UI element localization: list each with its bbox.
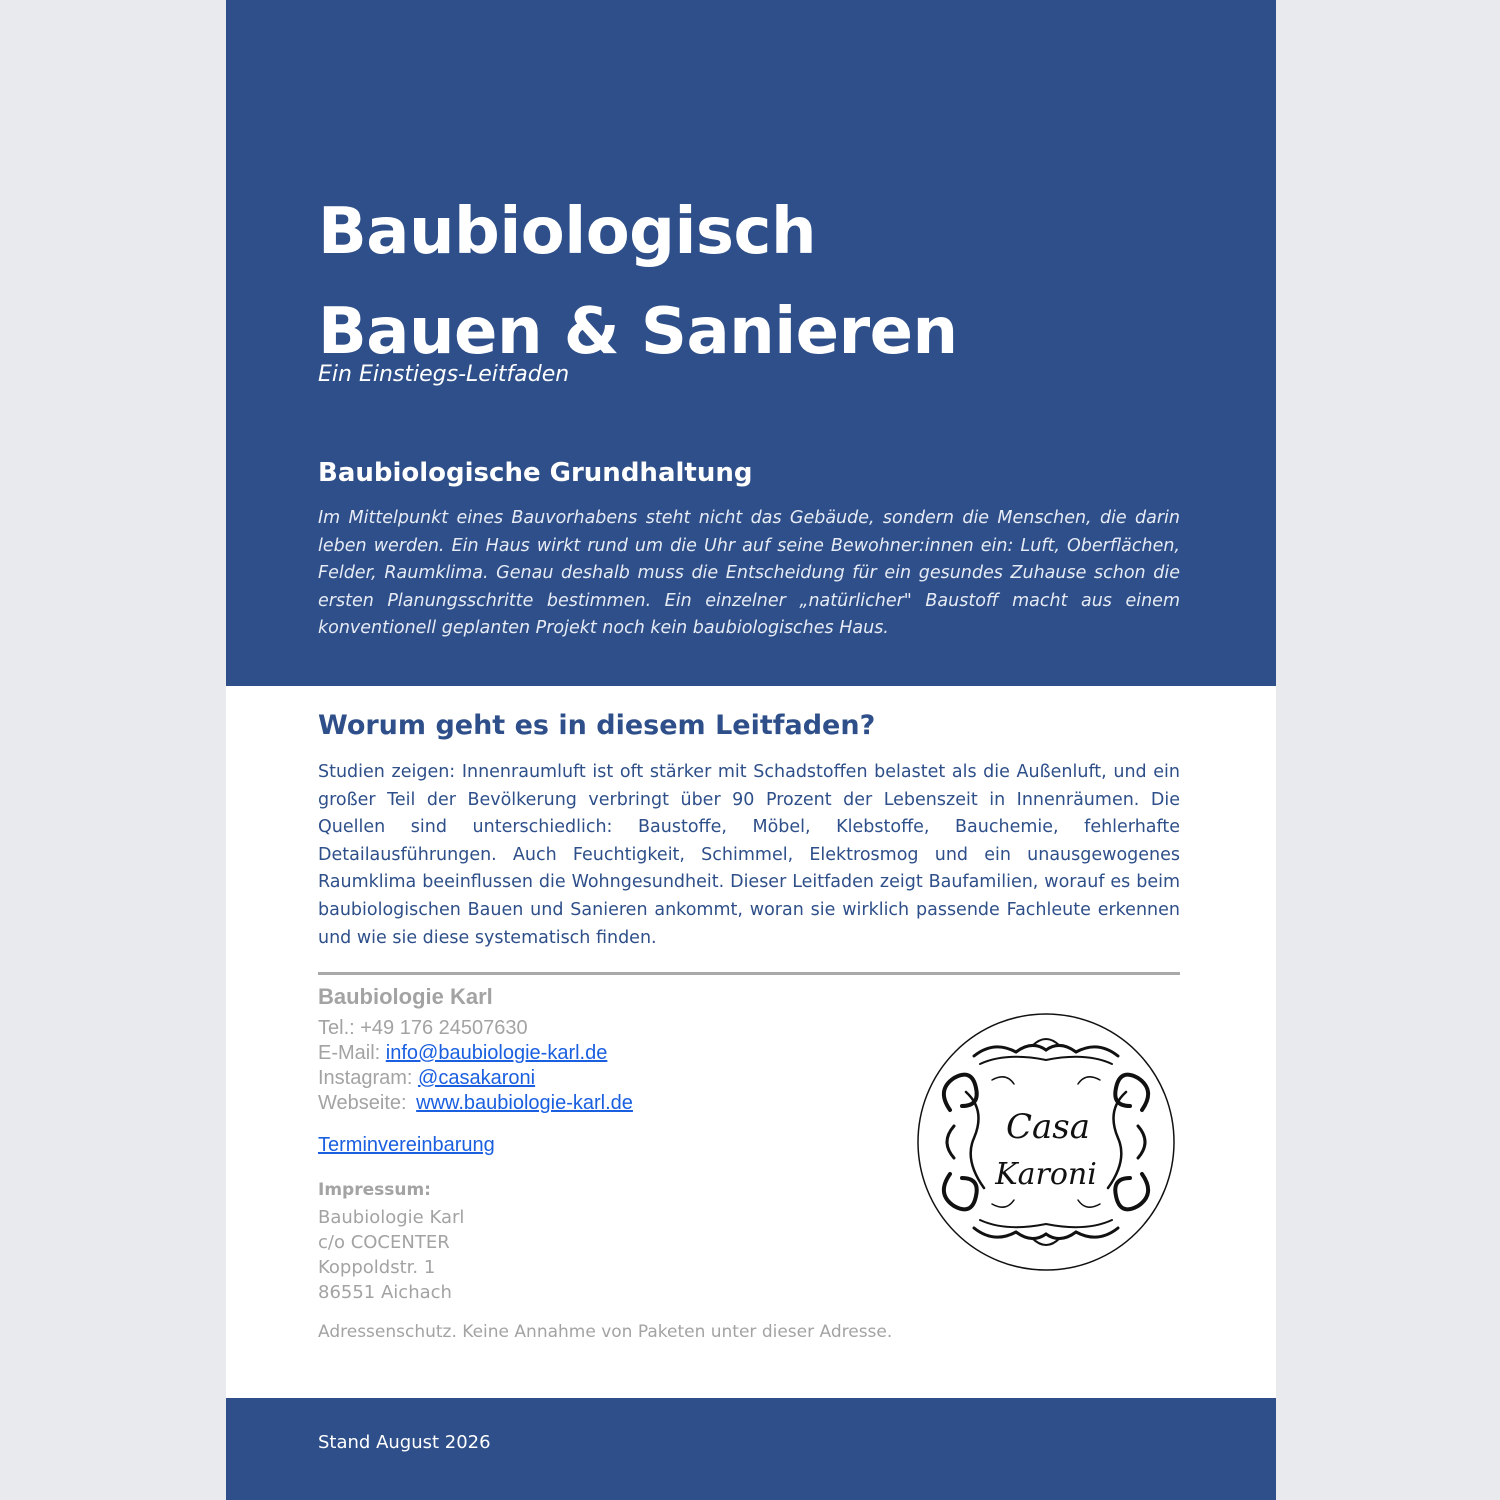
footer-bar xyxy=(226,1398,1276,1500)
logo-text-casa: Casa xyxy=(1005,1107,1091,1147)
address-protection-note: Adressenschutz. Keine Annahme von Paketen unter dieser Adresse. xyxy=(318,1322,893,1342)
contact-email-row xyxy=(318,1042,607,1065)
imprint-line-3: Koppoldstr. 1 xyxy=(318,1257,436,1278)
contact-company-name: Baubiologie Karl xyxy=(318,984,493,1009)
imprint-label: Impressum: xyxy=(318,1180,431,1200)
main-heading: Worum geht es in diesem Leitfaden? xyxy=(318,710,876,741)
website-label: Webseite: xyxy=(318,1092,407,1114)
phone-label: Tel.: xyxy=(318,1017,355,1039)
instagram-label: Instagram: xyxy=(318,1067,413,1089)
main-paragraph: Studien zeigen: Innenraumluft ist oft stärker mit Schadstoffen belastet als die Außenluft, und ein großer Teil der Bevölkerung verbringt über 90 Prozent der Lebenszeit in Innenräumen. Die Quellen sind unterschiedlich: Baustoffe, Möbel, Klebstoffe, Bauchemie, fehlerhafte Detailausführungen. Auch Feuchtigkeit, Schimmel, Elektrosmog und ein unausgewogenes Raumklima beeinflussen die Wohngesundheit. Dieser Leitfaden zeigt Baufamilien, worauf es beim baubiologischen Bauen und Sanieren ankommt, woran sie wirklich passende Fachleute erkennen und wie sie diese systematisch finden. xyxy=(318,762,1180,948)
phone-number: +49 176 24507630 xyxy=(360,1017,528,1039)
imprint-line-1: Baubiologie Karl xyxy=(318,1207,465,1228)
contact-phone-row xyxy=(318,1017,528,1040)
hero-banner xyxy=(226,0,1276,686)
intro-paragraph: Im Mittelpunkt eines Bauvorhabens steht nicht das Gebäude, sondern die Menschen, die darin leben werden. Ein Haus wirkt rund um die Uhr auf seine Bewohner:innen ein: Luft, Oberflächen, Felder, Raumklima. Genau deshalb muss die Entscheidung für ein gesundes Zuhause schon die ersten Planungsschritte bestimmen. Ein einzelner „natürlicher" Baustoff macht aus einem konventionell geplanten Projekt noch kein baubiologisches Haus. xyxy=(318,508,1180,638)
appointment-link[interactable]: Terminvereinbarung xyxy=(318,1134,495,1156)
website-link[interactable]: www.baubiologie-karl.de xyxy=(416,1092,633,1114)
title-line-2: Bauen & Sanieren xyxy=(318,295,958,369)
contact-instagram-row xyxy=(318,1067,535,1090)
contact-divider xyxy=(318,972,1180,975)
title-line-1: Baubiologisch xyxy=(318,195,816,269)
email-link[interactable]: info@baubiologie-karl.de xyxy=(385,1042,608,1064)
casa-karoni-logo xyxy=(914,1010,1178,1274)
document-page xyxy=(226,0,1276,1500)
imprint-line-2: c/o COCENTER xyxy=(318,1232,450,1253)
section-heading-grundhaltung: Baubiologische Grundhaltung xyxy=(318,458,753,488)
logo-text-karoni: Karoni xyxy=(995,1157,1097,1192)
document-subtitle: Ein Einstiegs-Leitfaden xyxy=(318,362,570,387)
document-title xyxy=(318,182,958,382)
footer-date: Stand August 2026 xyxy=(318,1432,491,1453)
instagram-link[interactable]: @casakaroni xyxy=(418,1067,536,1089)
email-label: E-Mail: xyxy=(318,1042,381,1064)
contact-website-row xyxy=(318,1092,633,1115)
imprint-line-4: 86551 Aichach xyxy=(318,1282,452,1303)
